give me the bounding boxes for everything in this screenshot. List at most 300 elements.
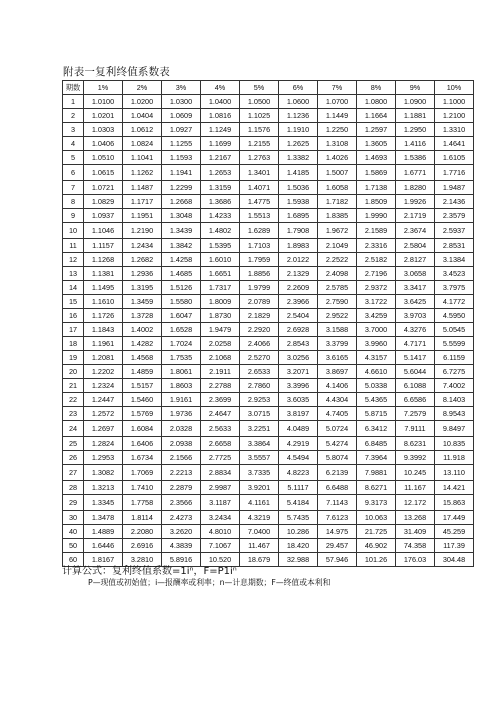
factor-cell: 2.5182 xyxy=(357,253,396,267)
factor-cell: 2.3699 xyxy=(201,393,240,407)
table-row xyxy=(63,223,474,239)
factor-cell: 4.1161 xyxy=(240,495,279,511)
factor-cell: 46.902 xyxy=(357,539,396,553)
factor-cell: 2.8531 xyxy=(435,239,474,253)
factor-cell: 1.1381 xyxy=(84,267,123,281)
factor-cell: 10.835 xyxy=(435,437,474,451)
factor-cell: 1.0824 xyxy=(123,137,162,151)
factor-cell: 11.167 xyxy=(396,481,435,495)
factor-cell: 1.8280 xyxy=(396,181,435,195)
factor-cell: 7.2579 xyxy=(396,407,435,421)
period-cell: 1 xyxy=(63,95,84,109)
factor-cell: 1.2653 xyxy=(201,165,240,181)
factor-cell: 4.7405 xyxy=(318,407,357,421)
factor-cell: 4.3219 xyxy=(240,511,279,525)
factor-cell: 3.3799 xyxy=(318,337,357,351)
factor-cell: 1.4185 xyxy=(279,165,318,181)
factor-cell: 176.03 xyxy=(396,553,435,567)
period-cell: 16 xyxy=(63,309,84,323)
table-row xyxy=(63,407,474,421)
factor-cell: 1.2950 xyxy=(396,123,435,137)
factor-cell: 1.9487 xyxy=(435,181,474,195)
table-body xyxy=(63,95,474,567)
factor-cell: 1.8509 xyxy=(357,195,396,209)
factor-cell: 1.1000 xyxy=(435,95,474,109)
table-row xyxy=(63,323,474,337)
period-cell: 27 xyxy=(63,465,84,481)
factor-cell: 15.863 xyxy=(435,495,474,511)
factor-cell: 1.7182 xyxy=(318,195,357,209)
period-cell: 5 xyxy=(63,151,84,165)
formula-text: 计算公式：复利终值系数=1iⁿ，F=P1iⁿ xyxy=(62,566,237,577)
factor-cell: 6.1159 xyxy=(435,351,474,365)
factor-cell: 1.2190 xyxy=(123,223,162,239)
factor-cell: 3.6035 xyxy=(279,393,318,407)
factor-cell: 1.5460 xyxy=(123,393,162,407)
factor-cell: 14.975 xyxy=(318,525,357,539)
factor-cell: 13.268 xyxy=(396,511,435,525)
factor-cell: 1.9736 xyxy=(162,407,201,421)
factor-cell: 5.8074 xyxy=(318,451,357,465)
factor-cell: 1.2936 xyxy=(123,267,162,281)
factor-cell: 1.4802 xyxy=(201,223,240,239)
factor-cell: 3.6165 xyxy=(318,351,357,365)
factor-cell: 2.6928 xyxy=(279,323,318,337)
period-cell: 2 xyxy=(63,109,84,123)
factor-cell: 1.7317 xyxy=(201,281,240,295)
factor-cell: 2.1589 xyxy=(357,223,396,239)
factor-cell: 2.7860 xyxy=(240,379,279,393)
factor-cell: 3.2251 xyxy=(240,421,279,437)
factor-cell: 3.7975 xyxy=(435,281,474,295)
factor-cell: 1.4693 xyxy=(357,151,396,165)
factor-cell: 1.5157 xyxy=(123,379,162,393)
header-rate-3: 3% xyxy=(162,81,201,95)
period-cell: 50 xyxy=(63,539,84,553)
factor-cell: 2.3579 xyxy=(435,209,474,223)
factor-cell: 1.2155 xyxy=(240,137,279,151)
factor-cell: 6.3412 xyxy=(357,421,396,437)
factor-cell: 1.9479 xyxy=(201,323,240,337)
factor-cell: 1.7410 xyxy=(123,481,162,495)
factor-cell: 1.0406 xyxy=(84,137,123,151)
table-row xyxy=(63,109,474,123)
factor-cell: 8.1403 xyxy=(435,393,474,407)
factor-cell: 1.2250 xyxy=(318,123,357,137)
factor-cell: 2.6916 xyxy=(123,539,162,553)
period-cell: 19 xyxy=(63,351,84,365)
factor-cell: 4.2919 xyxy=(279,437,318,451)
table-row xyxy=(63,295,474,309)
factor-cell: 3.1187 xyxy=(201,495,240,511)
factor-cell: 304.48 xyxy=(435,553,474,567)
factor-cell: 1.0300 xyxy=(162,95,201,109)
period-cell: 11 xyxy=(63,239,84,253)
factor-cell: 2.2879 xyxy=(162,481,201,495)
factor-cell: 3.3996 xyxy=(279,379,318,393)
factor-cell: 1.5126 xyxy=(162,281,201,295)
header-rate-7: 7% xyxy=(318,81,357,95)
factor-cell: 1.6771 xyxy=(396,165,435,181)
table-row xyxy=(63,365,474,379)
factor-cell: 4.3157 xyxy=(357,351,396,365)
factor-cell: 2.7590 xyxy=(318,295,357,309)
factor-cell: 1.3345 xyxy=(84,495,123,511)
factor-cell: 14.421 xyxy=(435,481,474,495)
factor-cell: 8.6271 xyxy=(357,481,396,495)
period-cell: 30 xyxy=(63,511,84,525)
table-row xyxy=(63,451,474,465)
factor-cell: 2.8834 xyxy=(201,465,240,481)
factor-cell: 1.0700 xyxy=(318,95,357,109)
header-period: 期数 xyxy=(63,81,84,95)
factor-cell: 1.3478 xyxy=(84,511,123,525)
factor-cell: 1.8385 xyxy=(318,209,357,223)
table-row xyxy=(63,539,474,553)
factor-cell: 1.1951 xyxy=(123,209,162,223)
factor-cell: 2.4647 xyxy=(201,407,240,421)
factor-cell: 1.1881 xyxy=(396,109,435,123)
factor-cell: 1.2299 xyxy=(162,181,201,195)
factor-cell: 1.1487 xyxy=(123,181,162,195)
factor-cell: 5.6044 xyxy=(396,365,435,379)
factor-cell: 1.5580 xyxy=(162,295,201,309)
factor-cell: 3.6425 xyxy=(396,295,435,309)
factor-cell: 1.2824 xyxy=(84,437,123,451)
factor-cell: 1.1262 xyxy=(123,165,162,181)
factor-cell: 1.5007 xyxy=(318,165,357,181)
factor-cell: 3.1384 xyxy=(435,253,474,267)
factor-cell: 1.7908 xyxy=(279,223,318,239)
factor-cell: 1.5869 xyxy=(357,165,396,181)
factor-cell: 4.6610 xyxy=(357,365,396,379)
factor-cell: 3.0658 xyxy=(396,267,435,281)
factor-cell: 2.6533 xyxy=(240,365,279,379)
factor-cell: 3.4523 xyxy=(435,267,474,281)
factor-cell: 2.2920 xyxy=(240,323,279,337)
factor-cell: 3.2071 xyxy=(279,365,318,379)
factor-cell: 1.3439 xyxy=(162,223,201,239)
factor-cell: 2.5937 xyxy=(435,223,474,239)
factor-cell: 45.259 xyxy=(435,525,474,539)
table-row xyxy=(63,253,474,267)
table-row xyxy=(63,421,474,437)
factor-cell: 1.7716 xyxy=(435,165,474,181)
factor-cell: 1.4071 xyxy=(240,181,279,195)
factor-cell: 3.2620 xyxy=(162,525,201,539)
factor-cell: 32.988 xyxy=(279,553,318,567)
factor-cell: 2.1719 xyxy=(396,209,435,223)
factor-cell: 3.2810 xyxy=(123,553,162,567)
factor-cell: 8.6231 xyxy=(396,437,435,451)
factor-cell: 9.3992 xyxy=(396,451,435,465)
factor-cell: 5.0338 xyxy=(357,379,396,393)
header-rate-6: 6% xyxy=(279,81,318,95)
factor-cell: 5.8916 xyxy=(162,553,201,567)
factor-cell: 1.1941 xyxy=(162,165,201,181)
period-cell: 6 xyxy=(63,165,84,181)
factor-cell: 1.0303 xyxy=(84,123,123,137)
factor-cell: 1.7959 xyxy=(240,253,279,267)
factor-cell: 1.2434 xyxy=(123,239,162,253)
factor-cell: 8.9543 xyxy=(435,407,474,421)
factor-cell: 1.0829 xyxy=(84,195,123,209)
factor-cell: 1.6047 xyxy=(162,309,201,323)
period-cell: 15 xyxy=(63,295,84,309)
table-row xyxy=(63,239,474,253)
factor-cell: 4.1406 xyxy=(318,379,357,393)
factor-cell: 2.3674 xyxy=(396,223,435,239)
factor-cell: 6.6488 xyxy=(318,481,357,495)
factor-cell: 1.0609 xyxy=(162,109,201,123)
factor-cell: 1.0600 xyxy=(279,95,318,109)
factor-cell: 2.9253 xyxy=(240,393,279,407)
factor-cell: 1.2668 xyxy=(162,195,201,209)
factor-cell: 7.4002 xyxy=(435,379,474,393)
factor-cell: 1.6446 xyxy=(84,539,123,553)
factor-cell: 4.7171 xyxy=(396,337,435,351)
factor-cell: 1.3048 xyxy=(162,209,201,223)
factor-cell: 1.2081 xyxy=(84,351,123,365)
table-row xyxy=(63,309,474,323)
factor-cell: 2.1829 xyxy=(240,309,279,323)
factor-cell: 29.457 xyxy=(318,539,357,553)
factor-cell: 1.9672 xyxy=(318,223,357,239)
factor-cell: 1.3159 xyxy=(201,181,240,195)
factor-cell: 1.4685 xyxy=(162,267,201,281)
factor-cell: 5.1117 xyxy=(279,481,318,495)
period-cell: 60 xyxy=(63,553,84,567)
factor-cell: 7.1143 xyxy=(318,495,357,511)
period-cell: 4 xyxy=(63,137,84,151)
factor-cell: 11.467 xyxy=(240,539,279,553)
factor-cell: 1.2447 xyxy=(84,393,123,407)
table-row xyxy=(63,437,474,451)
factor-cell: 1.7103 xyxy=(240,239,279,253)
factor-cell: 1.6406 xyxy=(123,437,162,451)
factor-cell: 1.8114 xyxy=(123,511,162,525)
factor-cell: 2.4066 xyxy=(240,337,279,351)
table-row xyxy=(63,181,474,195)
factor-cell: 1.2682 xyxy=(123,253,162,267)
factor-cell: 2.1566 xyxy=(162,451,201,465)
header-rate-2: 2% xyxy=(123,81,162,95)
factor-cell: 3.3417 xyxy=(396,281,435,295)
table-row xyxy=(63,209,474,223)
factor-cell: 1.3728 xyxy=(123,309,162,323)
factor-cell: 1.3195 xyxy=(123,281,162,295)
header-rate-1: 1% xyxy=(84,81,123,95)
factor-cell: 1.0500 xyxy=(240,95,279,109)
factor-cell: 18.679 xyxy=(240,553,279,567)
factor-cell: 2.0938 xyxy=(162,437,201,451)
period-cell: 22 xyxy=(63,393,84,407)
factor-cell: 1.1157 xyxy=(84,239,123,253)
factor-cell: 1.1664 xyxy=(357,109,396,123)
factor-cell: 2.5270 xyxy=(240,351,279,365)
factor-cell: 1.3459 xyxy=(123,295,162,309)
factor-cell: 5.4274 xyxy=(318,437,357,451)
table-row xyxy=(63,393,474,407)
factor-cell: 1.0404 xyxy=(123,109,162,123)
period-cell: 24 xyxy=(63,421,84,437)
factor-cell: 1.1255 xyxy=(162,137,201,151)
table-row xyxy=(63,337,474,351)
factor-cell: 1.8603 xyxy=(162,379,201,393)
factor-cell: 2.2080 xyxy=(123,525,162,539)
factor-cell: 3.9960 xyxy=(357,337,396,351)
factor-cell: 3.7000 xyxy=(357,323,396,337)
factor-cell: 1.9161 xyxy=(162,393,201,407)
factor-cell: 1.7024 xyxy=(162,337,201,351)
factor-cell: 1.0816 xyxy=(201,109,240,123)
factor-cell: 2.1436 xyxy=(435,195,474,209)
factor-cell: 1.5513 xyxy=(240,209,279,223)
factor-cell: 3.1722 xyxy=(357,295,396,309)
factor-cell: 1.0721 xyxy=(84,181,123,195)
factor-cell: 3.3864 xyxy=(240,437,279,451)
factor-cell: 2.1049 xyxy=(318,239,357,253)
factor-cell: 9.8497 xyxy=(435,421,474,437)
factor-cell: 101.26 xyxy=(357,553,396,567)
factor-cell: 3.2434 xyxy=(201,511,240,525)
factor-cell: 1.6651 xyxy=(201,267,240,281)
factor-cell: 2.9372 xyxy=(357,281,396,295)
factor-cell: 2.0789 xyxy=(240,295,279,309)
factor-cell: 4.8010 xyxy=(201,525,240,539)
factor-cell: 57.946 xyxy=(318,553,357,567)
table-row xyxy=(63,511,474,525)
table-row xyxy=(63,351,474,365)
factor-cell: 5.5599 xyxy=(435,337,474,351)
factor-cell: 4.5494 xyxy=(279,451,318,465)
factor-cell: 1.8061 xyxy=(162,365,201,379)
factor-cell: 1.4258 xyxy=(162,253,201,267)
factor-cell: 1.0900 xyxy=(396,95,435,109)
factor-cell: 1.2572 xyxy=(84,407,123,421)
factor-cell: 5.4365 xyxy=(357,393,396,407)
factor-cell: 1.5036 xyxy=(279,181,318,195)
factor-cell: 6.1088 xyxy=(396,379,435,393)
period-cell: 13 xyxy=(63,267,84,281)
factor-cell: 1.8009 xyxy=(201,295,240,309)
factor-cell: 1.1576 xyxy=(240,123,279,137)
factor-cell: 9.3173 xyxy=(357,495,396,511)
factor-cell: 4.4304 xyxy=(318,393,357,407)
factor-cell: 1.3108 xyxy=(318,137,357,151)
factor-cell: 1.8856 xyxy=(240,267,279,281)
factor-cell: 1.3605 xyxy=(357,137,396,151)
factor-cell: 2.5785 xyxy=(318,281,357,295)
factor-cell: 1.5386 xyxy=(396,151,435,165)
factor-cell: 1.4641 xyxy=(435,137,474,151)
factor-cell: 2.4098 xyxy=(318,267,357,281)
factor-cell: 3.1588 xyxy=(318,323,357,337)
factor-cell: 1.6895 xyxy=(279,209,318,223)
factor-cell: 1.4568 xyxy=(123,351,162,365)
table-row xyxy=(63,379,474,393)
factor-cell: 1.1041 xyxy=(123,151,162,165)
factor-cell: 6.6586 xyxy=(396,393,435,407)
period-cell: 29 xyxy=(63,495,84,511)
period-cell: 14 xyxy=(63,281,84,295)
factor-cell: 7.0400 xyxy=(240,525,279,539)
factor-cell: 1.2697 xyxy=(84,421,123,437)
factor-cell: 1.5938 xyxy=(279,195,318,209)
factor-cell: 1.6058 xyxy=(318,181,357,195)
factor-cell: 1.0800 xyxy=(357,95,396,109)
factor-cell: 5.7435 xyxy=(279,511,318,525)
factor-cell: 1.0510 xyxy=(84,151,123,165)
factor-cell: 17.449 xyxy=(435,511,474,525)
table-row xyxy=(63,165,474,181)
header-rate-9: 9% xyxy=(396,81,435,95)
factor-cell: 6.8485 xyxy=(357,437,396,451)
factor-cell: 1.8983 xyxy=(279,239,318,253)
factor-cell: 1.7138 xyxy=(357,181,396,195)
factor-cell: 117.39 xyxy=(435,539,474,553)
factor-cell: 7.1067 xyxy=(201,539,240,553)
factor-cell: 2.6658 xyxy=(201,437,240,451)
header-rate-8: 8% xyxy=(357,81,396,95)
page-title: 附表一复利终值系数表 xyxy=(63,66,170,78)
factor-cell: 2.4273 xyxy=(162,511,201,525)
factor-cell: 1.8167 xyxy=(84,553,123,567)
factor-cell: 1.3686 xyxy=(201,195,240,209)
factor-cell: 7.9111 xyxy=(396,421,435,437)
factor-cell: 1.6734 xyxy=(123,451,162,465)
factor-cell: 2.5404 xyxy=(279,309,318,323)
table-row xyxy=(63,137,474,151)
factor-cell: 1.4889 xyxy=(84,525,123,539)
factor-cell: 10.520 xyxy=(201,553,240,567)
factor-cell: 4.1772 xyxy=(435,295,474,309)
factor-cell: 74.358 xyxy=(396,539,435,553)
period-cell: 25 xyxy=(63,437,84,451)
factor-cell: 7.3964 xyxy=(357,451,396,465)
period-cell: 20 xyxy=(63,365,84,379)
factor-cell: 1.1717 xyxy=(123,195,162,209)
factor-cell: 3.5557 xyxy=(240,451,279,465)
factor-cell: 1.1910 xyxy=(279,123,318,137)
factor-cell: 1.1046 xyxy=(84,223,123,239)
factor-cell: 1.1593 xyxy=(162,151,201,165)
factor-cell: 1.6105 xyxy=(435,151,474,165)
factor-cell: 1.2167 xyxy=(201,151,240,165)
table-row xyxy=(63,495,474,511)
factor-cell: 2.1068 xyxy=(201,351,240,365)
table-row xyxy=(63,123,474,137)
table-row xyxy=(63,267,474,281)
factor-cell: 1.6528 xyxy=(162,323,201,337)
factor-cell: 1.0201 xyxy=(84,109,123,123)
factor-cell: 1.3401 xyxy=(240,165,279,181)
period-cell: 18 xyxy=(63,337,84,351)
factor-cell: 1.4116 xyxy=(396,137,435,151)
factor-cell: 3.4259 xyxy=(357,309,396,323)
table-header-row xyxy=(63,81,474,95)
period-cell: 28 xyxy=(63,481,84,495)
factor-cell: 2.3966 xyxy=(279,295,318,309)
factor-cell: 1.4002 xyxy=(123,323,162,337)
factor-cell: 1.4233 xyxy=(201,209,240,223)
table-row xyxy=(63,525,474,539)
factor-cell: 1.0200 xyxy=(123,95,162,109)
header-rate-4: 4% xyxy=(201,81,240,95)
factor-cell: 2.9987 xyxy=(201,481,240,495)
factor-cell: 1.4775 xyxy=(240,195,279,209)
factor-cell: 1.1449 xyxy=(318,109,357,123)
